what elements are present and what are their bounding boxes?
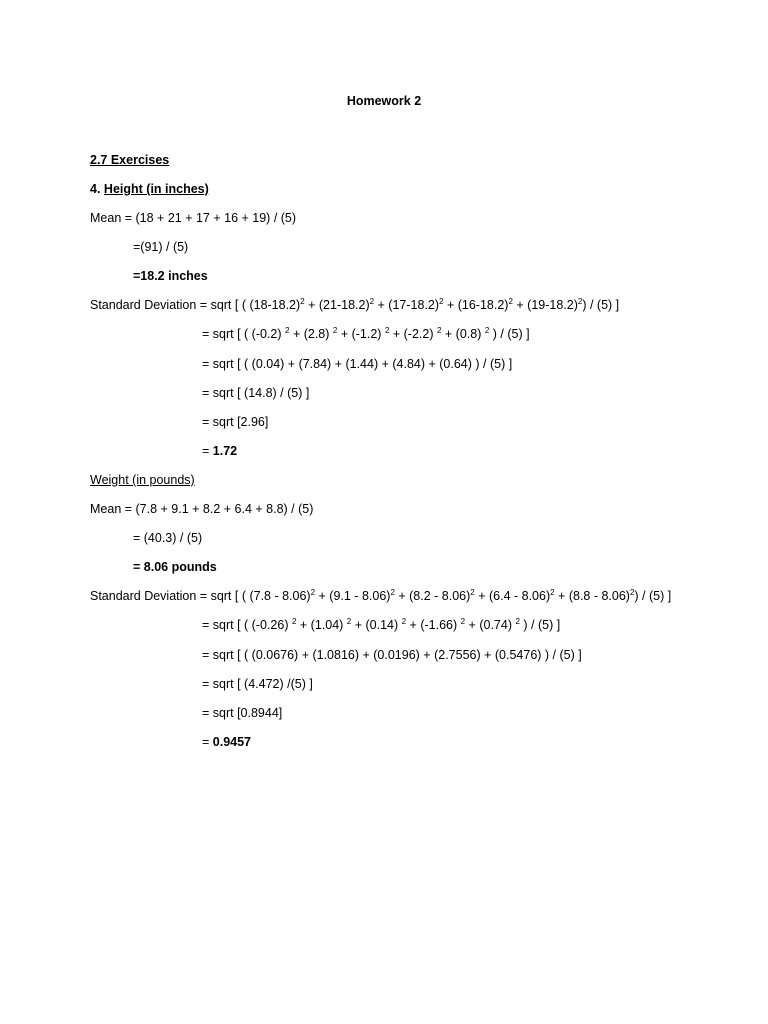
height-mean-step: =(91) / (5) bbox=[133, 240, 189, 254]
height-sd-step-2: = sqrt [ ( (0.04) + (7.84) + (1.44) + (4.84) + (0.64) ) / (5) ] bbox=[202, 357, 513, 371]
weight-mean-result: = 8.06 pounds bbox=[133, 560, 217, 574]
height-sd-step-1: = sqrt [ ( (-0.2) $^2$ + (2.8) $^2$ + (-1.2) $^2$ + (-2.2) $^2$ + (0.8) $^2$ ) / (5) ] bbox=[202, 325, 530, 341]
weight-label: Weight (in pounds) bbox=[90, 473, 195, 487]
height-sd-result: = 1.72 bbox=[202, 444, 238, 458]
height-sd-step-4: = sqrt [2.96] bbox=[202, 415, 269, 429]
page-title: Homework 2 bbox=[346, 94, 422, 108]
weight-sd-step-1: = sqrt [ ( (-0.26) $^2$ + (1.04) $^2$ + (0.14) $^2$ + (-1.66) $^2$ + (0.74) $^2$ ) / (5) ] bbox=[202, 616, 561, 632]
height-mean-line: Mean = (18 + 21 + 17 + 16 + 19) / (5) bbox=[90, 211, 297, 225]
weight-sd-step-4: = sqrt [0.8944] bbox=[202, 706, 283, 720]
weight-sd-step-2: = sqrt [ ( (0.0676) + (1.0816) + (0.0196) + (2.7556) + (0.5476) ) / (5) ] bbox=[202, 648, 582, 662]
height-sd-line: Standard Deviation = sqrt [ ( $(18-18.2)^2 + (21-18.2)^2 + (17-18.2)^2 + (16-18.2)^2 + (19-18.2)^2) / (5)$ ] bbox=[90, 296, 620, 312]
problem-number: 4. bbox=[90, 182, 101, 196]
weight-mean-line: Mean = (7.8 + 9.1 + 8.2 + 6.4 + 8.8) / (5) bbox=[90, 502, 314, 516]
weight-sd-step-3: = sqrt [ (4.472) /(5) ] bbox=[202, 677, 313, 691]
weight-mean-step: = (40.3) / (5) bbox=[133, 531, 203, 545]
section-heading: 2.7 Exercises bbox=[90, 153, 170, 167]
height-label: Height (in inches) bbox=[103, 182, 209, 196]
weight-sd-result: = 0.9457 bbox=[202, 735, 252, 749]
height-mean-result: =18.2 inches bbox=[133, 269, 208, 283]
problem-heading bbox=[90, 181, 209, 197]
weight-sd-line: Standard Deviation = sqrt [ ( (7.8 - 8.06)$^2$ + (9.1 - 8.06)$^2$ + (8.2 - 8.06)$^2$ + (6.4 - 8.06)$^2$ + (8.8 - 8.06)$^2$) / (5) ] bbox=[90, 587, 672, 603]
height-sd-step-3: = sqrt [ (14.8) / (5) ] bbox=[202, 386, 310, 400]
